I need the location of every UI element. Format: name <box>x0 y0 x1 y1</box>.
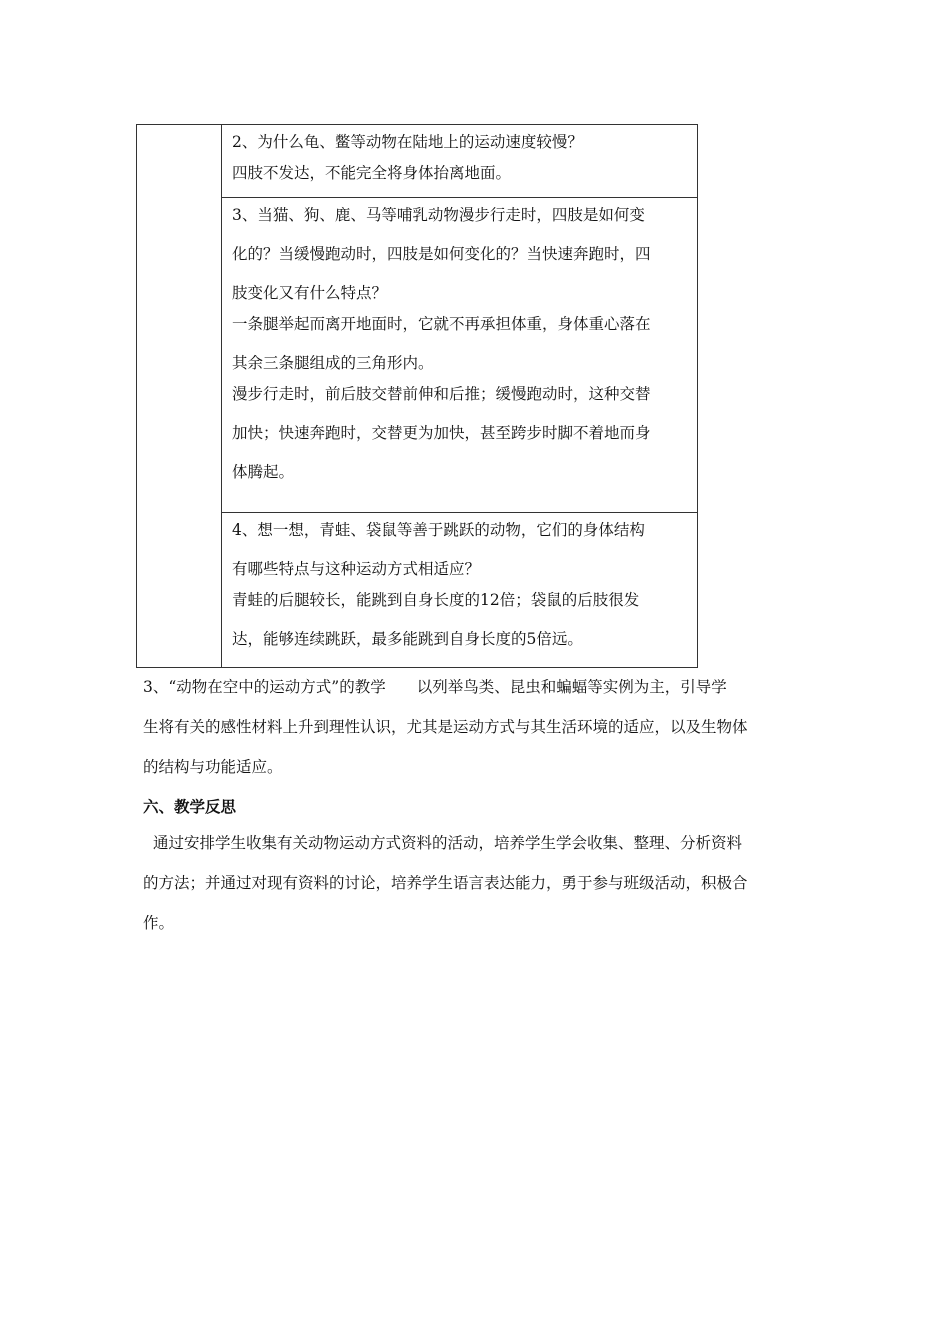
table-row-q3 <box>137 198 698 513</box>
q3-answer-b-line-2: 加快；快速奔跑时，交替更为加快，甚至跨步时脚不着地而身 <box>232 424 651 442</box>
q4-question-line-1: 4、想一想，青蛙、袋鼠等善于跳跃的动物，它们的身体结构 <box>232 521 645 539</box>
cell-q2 <box>222 125 698 198</box>
section3-line-2: 生将有关的感性材料上升到理性认识，尤其是运动方式与其生活环境的适应，以及生物体 <box>143 718 748 736</box>
section3-line-1: 3、“动物在空中的运动方式”的教学 以列举鸟类、昆虫和蝙蝠等实例为主，引导学 <box>143 678 727 696</box>
q2-answer: 四肢不发达，不能完全将身体抬离地面。 <box>232 164 512 182</box>
q2-question: 2、为什么龟、鳖等动物在陆地上的运动速度较慢？ <box>232 133 583 151</box>
q4-answer-line-2: 达，能够连续跳跃，最多能跳到自身长度的5倍远。 <box>232 630 583 648</box>
cell-q4 <box>222 513 698 668</box>
table-left-column <box>137 125 222 668</box>
q3-answer-b-line-1: 漫步行走时，前后肢交替前伸和后推；缓慢跑动时，这种交替 <box>232 385 651 403</box>
q4-question-line-2: 有哪些特点与这种运动方式相适应？ <box>232 560 481 578</box>
cell-q3 <box>222 198 698 513</box>
q3-answer-a-line-1: 一条腿举起而离开地面时，它就不再承担体重，身体重心落在 <box>232 315 651 333</box>
q4-answer-line-1: 青蛙的后腿较长，能跳到自身长度的12倍；袋鼠的后肢很发 <box>232 591 640 609</box>
q3-question-line-3: 肢变化又有什么特点？ <box>232 284 388 302</box>
section6-heading: 六、教学反思 <box>143 798 237 816</box>
section6-line-2: 的方法；并通过对现有资料的讨论，培养学生语言表达能力，勇于参与班级活动，积极合 <box>143 874 748 892</box>
qa-table <box>136 124 698 668</box>
q3-answer-b-line-3: 体腾起。 <box>232 463 295 481</box>
q3-answer-a-line-2: 其余三条腿组成的三角形内。 <box>232 354 434 372</box>
section6-line-1: 通过安排学生收集有关动物运动方式资料的活动，培养学生学会收集、整理、分析资料 <box>153 834 743 852</box>
section6-line-3: 作。 <box>143 914 175 932</box>
table-row-q4 <box>137 513 698 668</box>
q3-question-line-2: 化的？当缓慢跑动时，四肢是如何变化的？当快速奔跑时，四 <box>232 245 651 263</box>
table-row-q2 <box>137 125 698 198</box>
section3-line-3: 的结构与功能适应。 <box>143 758 283 776</box>
q3-question-line-1: 3、当猫、狗、鹿、马等哺乳动物漫步行走时，四肢是如何变 <box>232 206 645 224</box>
